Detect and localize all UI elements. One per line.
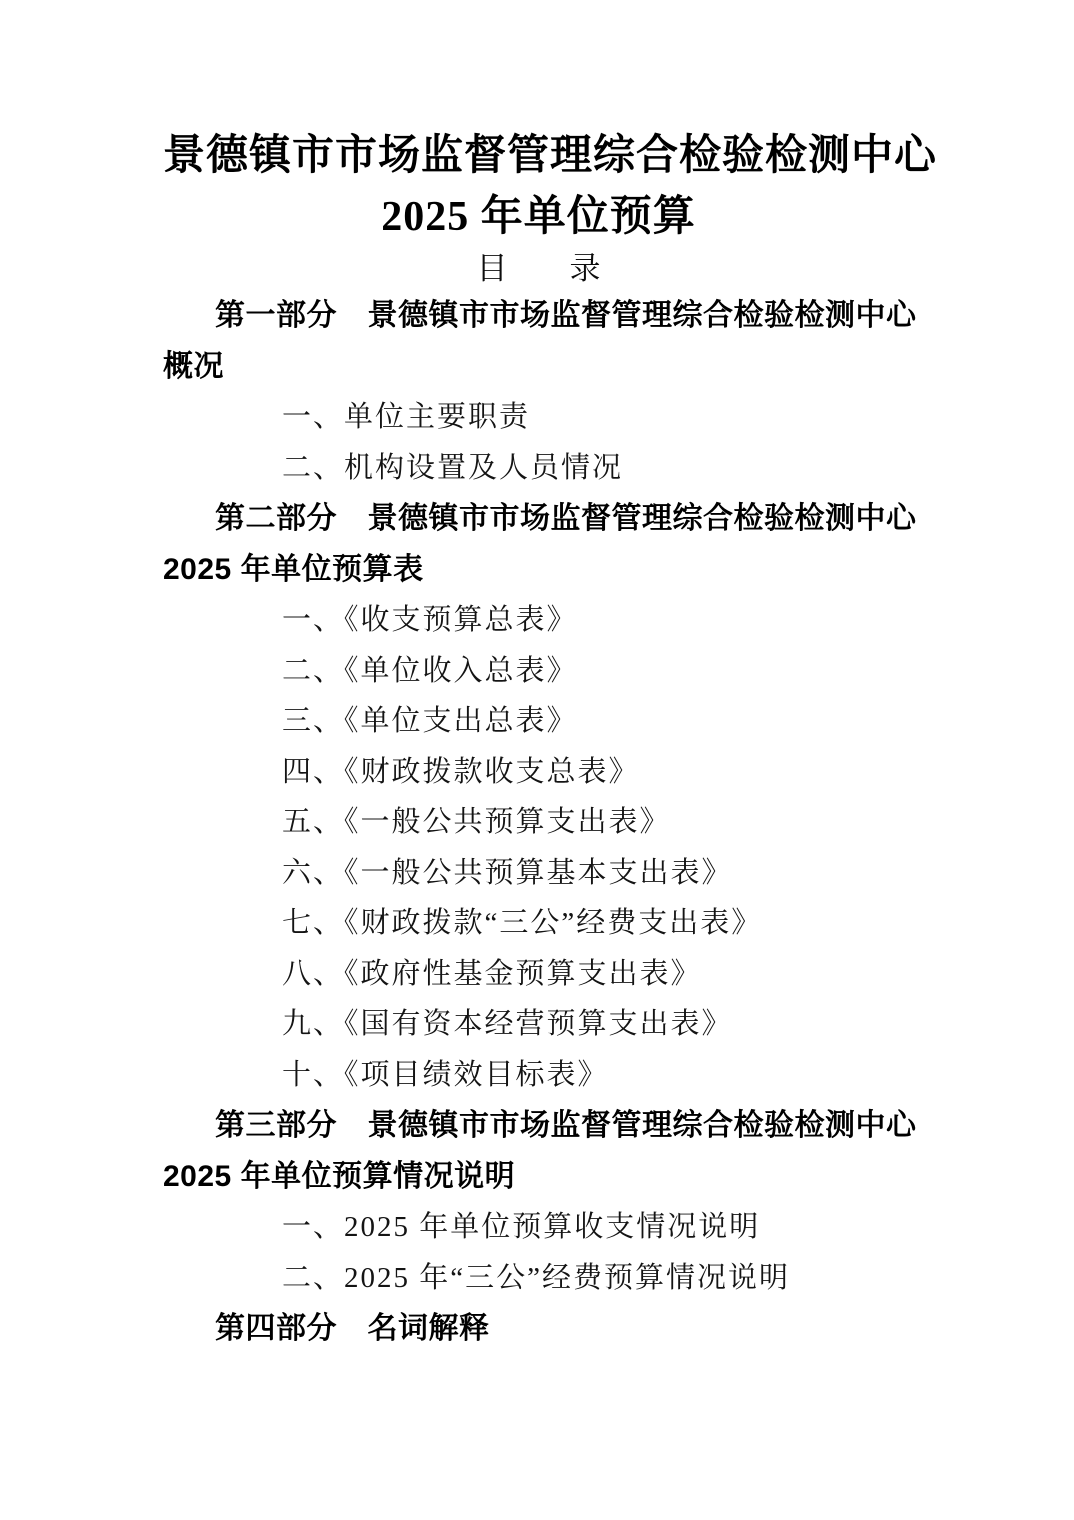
toc-item: 八、《政府性基金预算支出表》 — [282, 957, 702, 990]
toc-item: 九、《国有资本经营预算支出表》 — [282, 1008, 733, 1040]
toc-heading: 目 录 — [476, 251, 601, 286]
toc-item: 三、《单位支出总表》 — [282, 705, 578, 737]
section-part-1 — [163, 290, 917, 493]
toc-item: 七、《财政拨款“三公”经费支出表》 — [282, 907, 763, 939]
toc-item: 十、《项目绩效目标表》 — [282, 1058, 609, 1091]
section-heading-line: 第二部分 景德镇市市场监督管理综合检验检测中心 — [215, 502, 917, 535]
doc-title-line-1: 景德镇市市场监督管理综合检验检测中心 — [163, 133, 938, 179]
toc-item: 二、2025 年“三公”经费预算情况说明 — [282, 1261, 790, 1294]
doc-title-line-2: 2025 年单位预算 — [381, 194, 696, 240]
section-heading-line: 第四部分 名词解释 — [215, 1312, 490, 1345]
section-heading-line: 2025 年单位预算情况说明 — [163, 1160, 516, 1193]
toc-item: 四、《财政拨款收支总表》 — [282, 755, 640, 788]
toc-item: 五、《一般公共预算支出表》 — [282, 806, 671, 838]
toc-item: 一、2025 年单位预算收支情况说明 — [282, 1211, 761, 1243]
section-part-3 — [163, 1100, 917, 1303]
toc-item: 一、单位主要职责 — [282, 401, 531, 433]
section-heading-line: 2025 年单位预算表 — [163, 553, 424, 586]
toc-item: 二、《单位收入总表》 — [282, 654, 578, 687]
section-part-2 — [163, 493, 917, 1100]
section-heading-line: 第一部分 景德镇市市场监督管理综合检验检测中心 — [215, 299, 917, 332]
toc-item: 二、机构设置及人员情况 — [282, 451, 624, 484]
toc-item: 一、《收支预算总表》 — [282, 604, 578, 636]
section-heading-line: 第三部分 景德镇市市场监督管理综合检验检测中心 — [215, 1109, 917, 1142]
toc-item: 六、《一般公共预算基本支出表》 — [282, 856, 733, 889]
section-part-4 — [163, 1303, 914, 1354]
section-heading-line: 概况 — [163, 350, 224, 383]
